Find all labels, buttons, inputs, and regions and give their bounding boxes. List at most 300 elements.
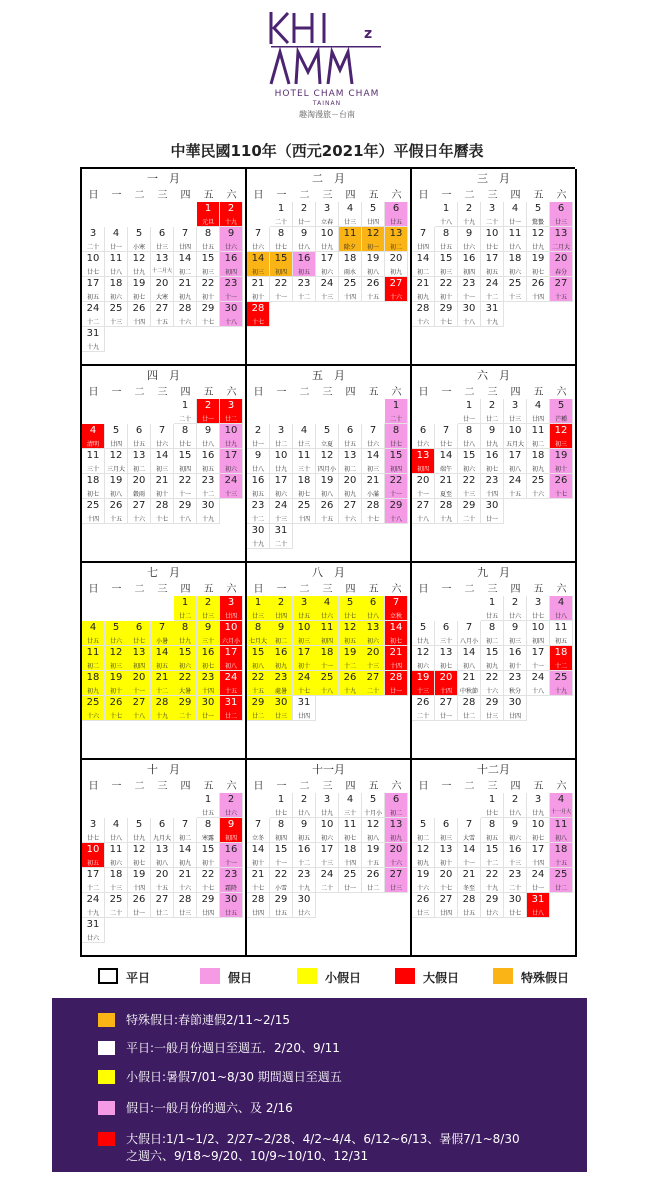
day-number: 7 [465, 819, 473, 830]
weekday-label: 四 [180, 781, 191, 792]
lunar-date: 十二 [251, 516, 264, 523]
day-cell [174, 424, 197, 449]
lunar-date: 十八 [416, 516, 429, 523]
day-number: 17 [531, 844, 545, 855]
lunar-date: 廿二 [155, 910, 168, 917]
lunar-date: 初九 [389, 835, 402, 842]
day-cell [316, 474, 339, 499]
lunar-date: 十二 [86, 319, 99, 326]
day-number: 12 [320, 450, 334, 461]
day-cell [293, 843, 316, 868]
day-cell [105, 449, 128, 474]
day-number: 14 [366, 450, 380, 461]
day-cell [174, 227, 197, 252]
day-number: 20 [366, 647, 380, 658]
lunar-date: 初三 [554, 441, 567, 448]
day-number: 14 [155, 647, 169, 658]
lunar-date: 初五 [485, 269, 498, 276]
day-cell [247, 424, 270, 449]
day-number: 15 [389, 450, 403, 461]
day-number: 24 [274, 500, 288, 511]
day-number: 9 [511, 622, 519, 633]
day-cell [458, 671, 481, 696]
lunar-date: 十六 [343, 516, 356, 523]
day-number: 21 [155, 672, 169, 683]
day-number: 4 [511, 203, 519, 214]
day-cell [197, 227, 220, 252]
day-number: 9 [227, 228, 235, 239]
lunar-date: 廿九 [132, 269, 145, 276]
lunar-date: 廿八 [109, 835, 122, 842]
lunar-date: 初六 [508, 835, 521, 842]
lunar-date: 十七 [201, 885, 214, 892]
day-number: 12 [416, 647, 430, 658]
lunar-date: 初七 [132, 860, 145, 867]
weekday-label: 日 [253, 584, 264, 595]
brand-name: HOTEL CHAM CHAM [274, 89, 380, 99]
lunar-date: 初十 [439, 860, 452, 867]
lunar-date: 初九 [343, 491, 356, 498]
day-number: 9 [204, 622, 212, 633]
month-4 [82, 366, 247, 563]
day-number: 6 [158, 819, 166, 830]
day-cell [481, 621, 504, 646]
month-header [412, 760, 575, 775]
day-cell [435, 424, 458, 449]
day-cell [151, 818, 174, 843]
day-cell [435, 474, 458, 499]
lunar-date: 初九 [531, 466, 544, 473]
day-cell [504, 596, 527, 621]
weekday-label: 日 [88, 584, 99, 595]
day-cell [82, 499, 105, 524]
lunar-date: 十四 [389, 663, 402, 670]
day-number: 27 [132, 500, 146, 511]
lunar-date: 十五 [508, 491, 521, 498]
day-number: 23 [462, 278, 476, 289]
day-cell [385, 449, 408, 474]
lunar-date: 廿一 [201, 416, 214, 423]
day-cell [458, 252, 481, 277]
day-cell [293, 621, 316, 646]
weekday-label: 二 [464, 190, 475, 201]
lunar-date: 初二 [416, 269, 429, 276]
lunar-date: 初七 [389, 638, 402, 645]
day-cell [270, 524, 293, 549]
lunar-date: 廿一 [251, 441, 264, 448]
day-cell [82, 302, 105, 327]
lunar-date: 驚蟄 [531, 219, 544, 226]
month-name: 五 月 [312, 369, 345, 382]
day-cell [197, 793, 220, 818]
lunar-date: 十三 [274, 516, 287, 523]
lunar-date: 初五 [485, 835, 498, 842]
day-cell [151, 646, 174, 671]
hotel-logo [0, 0, 654, 120]
day-number: 4 [557, 597, 565, 608]
weekday-label: 三 [157, 781, 168, 792]
day-cell [362, 499, 385, 524]
lunar-date: 初五 [343, 638, 356, 645]
weekday-label: 二 [464, 781, 475, 792]
day-number: 2 [204, 400, 212, 411]
note-line: 特殊假日:春節連假2/11~2/15 [126, 1013, 290, 1027]
day-cell [339, 424, 362, 449]
day-cell [128, 818, 151, 843]
day-number: 4 [557, 794, 565, 805]
day-cell [197, 621, 220, 646]
day-number: 3 [534, 597, 542, 608]
day-cell [220, 843, 243, 868]
lunar-date: 十四 [132, 885, 145, 892]
day-cell [220, 646, 243, 671]
day-cell [82, 449, 105, 474]
lunar-date: 廿九 [274, 466, 287, 473]
day-cell [339, 277, 362, 302]
day-number: 11 [531, 425, 545, 436]
day-number: 30 [508, 894, 522, 905]
lunar-date: 廿八 [297, 810, 310, 817]
day-number: 28 [416, 303, 430, 314]
lunar-date: 十五 [366, 860, 379, 867]
lunar-date: 廿五 [224, 910, 237, 917]
day-number: 31 [224, 697, 238, 708]
note-swatch [98, 1070, 115, 1084]
day-number: 24 [531, 869, 545, 880]
day-number: 24 [531, 672, 545, 683]
day-cell [412, 302, 435, 327]
day-cell [293, 868, 316, 893]
day-cell [151, 449, 174, 474]
day-number: 8 [204, 228, 212, 239]
lunar-date: 二十 [274, 541, 287, 548]
day-number: 27 [366, 672, 380, 683]
day-number: 13 [439, 844, 453, 855]
month-name: 四 月 [147, 369, 180, 382]
lunar-date: 廿一 [508, 219, 521, 226]
day-cell [174, 843, 197, 868]
lunar-date: 十三 [366, 663, 379, 670]
lunar-date: 初六 [224, 466, 237, 473]
day-number: 4 [89, 425, 97, 436]
day-number: 26 [132, 894, 146, 905]
day-number: 10 [531, 622, 545, 633]
day-number: 20 [389, 844, 403, 855]
day-number: 26 [531, 278, 545, 289]
day-number: 24 [86, 894, 100, 905]
lunar-date: 三十 [201, 638, 214, 645]
lunar-date: 二十 [178, 713, 191, 720]
lunar-date: 初六 [274, 491, 287, 498]
lunar-date: 十三 [109, 885, 122, 892]
lunar-date: 立冬 [251, 835, 264, 842]
month-12 [412, 760, 577, 957]
day-cell [527, 202, 550, 227]
day-number: 11 [343, 819, 357, 830]
lunar-date: 初十 [251, 294, 264, 301]
lunar-date: 廿九 [178, 638, 191, 645]
day-number: 2 [465, 203, 473, 214]
lunar-date: 十三 [109, 319, 122, 326]
day-number: 23 [251, 500, 265, 511]
day-cell [458, 227, 481, 252]
month-header [247, 563, 410, 578]
day-cell [105, 277, 128, 302]
day-number: 27 [389, 278, 403, 289]
note-text [126, 1100, 293, 1117]
day-cell [362, 227, 385, 252]
day-number: 26 [554, 475, 568, 486]
day-cell [504, 646, 527, 671]
day-number: 8 [277, 228, 285, 239]
day-cell [270, 474, 293, 499]
day-cell [316, 277, 339, 302]
lunar-date: 初八 [224, 663, 237, 670]
day-cell [435, 843, 458, 868]
day-cell [220, 202, 243, 227]
day-number: 3 [323, 794, 331, 805]
day-number: 17 [224, 647, 238, 658]
lunar-date: 大寒 [155, 294, 168, 301]
day-cell [504, 696, 527, 721]
lunar-date: 廿九 [320, 810, 333, 817]
day-number: 12 [366, 819, 380, 830]
day-cell [270, 202, 293, 227]
day-number: 18 [554, 844, 568, 855]
day-cell [435, 252, 458, 277]
day-number: 19 [416, 869, 430, 880]
day-cell [339, 621, 362, 646]
day-cell [128, 696, 151, 721]
lunar-date: 小滿 [366, 491, 379, 498]
day-cell [197, 818, 220, 843]
lunar-date: 初九 [416, 860, 429, 867]
lunar-date: 廿九 [320, 244, 333, 251]
day-cell [339, 499, 362, 524]
lunar-date: 十二 [485, 860, 498, 867]
day-cell [550, 818, 573, 843]
day-number: 29 [462, 500, 476, 511]
weekday-label: 六 [226, 387, 237, 398]
day-cell [293, 596, 316, 621]
day-number: 14 [439, 450, 453, 461]
day-number: 7 [392, 597, 400, 608]
lunar-date: 廿六 [508, 613, 521, 620]
day-number: 7 [254, 819, 262, 830]
day-cell [412, 499, 435, 524]
day-number: 7 [254, 228, 262, 239]
lunar-date: 十月小 [363, 810, 382, 817]
lunar-date: 初四 [132, 663, 145, 670]
day-number: 6 [557, 203, 565, 214]
day-cell [151, 893, 174, 918]
day-cell [151, 227, 174, 252]
day-number: 11 [554, 819, 568, 830]
day-number: 22 [178, 475, 192, 486]
day-cell [481, 474, 504, 499]
day-number: 22 [178, 672, 192, 683]
day-number: 10 [320, 228, 334, 239]
lunar-date: 初二 [531, 441, 544, 448]
day-cell [362, 671, 385, 696]
day-cell [362, 793, 385, 818]
day-cell [527, 596, 550, 621]
day-number: 19 [366, 844, 380, 855]
day-cell [128, 646, 151, 671]
month-5 [247, 366, 412, 563]
weekday-label: 日 [418, 781, 429, 792]
lunar-date: 廿二 [462, 713, 475, 720]
lunar-date: 廿八 [109, 269, 122, 276]
lunar-date: 初四 [224, 269, 237, 276]
day-number: 12 [109, 647, 123, 658]
lunar-date: 廿六 [109, 638, 122, 645]
lunar-date: 廿七 [508, 910, 521, 917]
brand-location: TAINAN [312, 100, 342, 107]
lunar-date: 十七 [251, 319, 264, 326]
day-cell [151, 474, 174, 499]
day-number: 10 [274, 450, 288, 461]
weekday-label: 五 [533, 781, 544, 792]
day-number: 1 [392, 400, 400, 411]
weekday-label: 一 [276, 387, 287, 398]
lunar-date: 秋分 [508, 688, 521, 695]
lunar-date: 十五 [155, 319, 168, 326]
day-cell [527, 843, 550, 868]
day-cell [550, 399, 573, 424]
lunar-date: 立夏 [320, 441, 333, 448]
day-number: 17 [531, 647, 545, 658]
day-cell [174, 277, 197, 302]
day-number: 8 [181, 425, 189, 436]
day-cell [504, 449, 527, 474]
lunar-date: 初四 [224, 835, 237, 842]
lunar-date: 廿一 [132, 910, 145, 917]
lunar-date: 十九 [554, 688, 567, 695]
day-cell [385, 474, 408, 499]
day-number: 20 [155, 869, 169, 880]
day-number: 17 [485, 253, 499, 264]
day-cell [174, 671, 197, 696]
lunar-date: 廿一 [109, 244, 122, 251]
day-cell [527, 252, 550, 277]
day-number: 16 [274, 647, 288, 658]
day-cell [247, 524, 270, 549]
lunar-date: 十一 [178, 491, 191, 498]
day-number: 21 [178, 869, 192, 880]
day-number: 14 [251, 844, 265, 855]
lunar-date: 初三 [201, 269, 214, 276]
day-number: 1 [488, 794, 496, 805]
day-cell [293, 893, 316, 918]
month-name: 六 月 [477, 369, 510, 382]
weekday-label: 六 [226, 781, 237, 792]
lunar-date: 廿四 [201, 910, 214, 917]
day-number: 28 [178, 303, 192, 314]
lunar-date: 初四 [274, 269, 287, 276]
day-cell [270, 449, 293, 474]
day-cell [316, 202, 339, 227]
day-cell [128, 893, 151, 918]
day-cell [128, 474, 151, 499]
day-number: 11 [109, 253, 123, 264]
day-number: 25 [343, 278, 357, 289]
lunar-date: 十九 [343, 688, 356, 695]
day-number: 21 [251, 869, 265, 880]
day-number: 17 [320, 844, 334, 855]
weekday-label: 三 [487, 190, 498, 201]
lunar-date: 十九 [297, 885, 310, 892]
day-cell [362, 424, 385, 449]
day-number: 16 [485, 450, 499, 461]
day-number: 3 [511, 400, 519, 411]
day-number: 20 [155, 278, 169, 289]
day-number: 30 [201, 500, 215, 511]
day-number: 14 [389, 622, 403, 633]
note-swatch [98, 1041, 115, 1055]
lunar-date: 穀雨 [132, 491, 145, 498]
day-number: 30 [462, 303, 476, 314]
day-cell [247, 843, 270, 868]
lunar-date: 十七 [155, 516, 168, 523]
lunar-date: 十二月大 [151, 268, 172, 274]
lunar-date: 初七 [132, 294, 145, 301]
day-cell [339, 252, 362, 277]
weekday-label: 日 [88, 781, 99, 792]
weekday-label: 五 [368, 781, 379, 792]
lunar-date: 十二 [86, 885, 99, 892]
lunar-date: 十八 [389, 516, 402, 523]
weekday-label: 四 [510, 781, 521, 792]
day-number: 4 [112, 228, 120, 239]
lunar-date: 初九 [86, 688, 99, 695]
lunar-date: 冬至 [462, 885, 475, 892]
day-cell [220, 696, 243, 721]
day-number: 22 [439, 278, 453, 289]
lunar-date: 廿二 [251, 713, 264, 720]
weekday-label: 一 [276, 584, 287, 595]
day-cell [458, 474, 481, 499]
day-cell [128, 227, 151, 252]
lunar-date: 廿三 [251, 613, 264, 620]
day-number: 16 [508, 844, 522, 855]
lunar-date: 廿八 [531, 910, 544, 917]
day-cell [435, 499, 458, 524]
lunar-date: 廿六 [462, 244, 475, 251]
month-name: 十 月 [147, 763, 180, 776]
lunar-date: 十三 [462, 491, 475, 498]
lunar-date: 十一 [389, 491, 402, 498]
lunar-date: 初二 [86, 663, 99, 670]
day-cell [197, 399, 220, 424]
day-number: 29 [274, 894, 288, 905]
day-cell [385, 671, 408, 696]
day-cell [435, 302, 458, 327]
day-number: 28 [251, 303, 265, 314]
note-line: 小假日:暑假7/01~8/30 期間週日至週五 [126, 1070, 342, 1084]
day-cell [481, 449, 504, 474]
day-number: 26 [366, 278, 380, 289]
day-cell [220, 302, 243, 327]
day-cell [270, 424, 293, 449]
day-number: 22 [201, 869, 215, 880]
lunar-date: 初四 [320, 638, 333, 645]
day-cell [128, 302, 151, 327]
legend-swatch [200, 968, 220, 984]
lunar-date: 廿八 [508, 810, 521, 817]
lunar-date: 十一 [462, 294, 475, 301]
day-cell [293, 449, 316, 474]
